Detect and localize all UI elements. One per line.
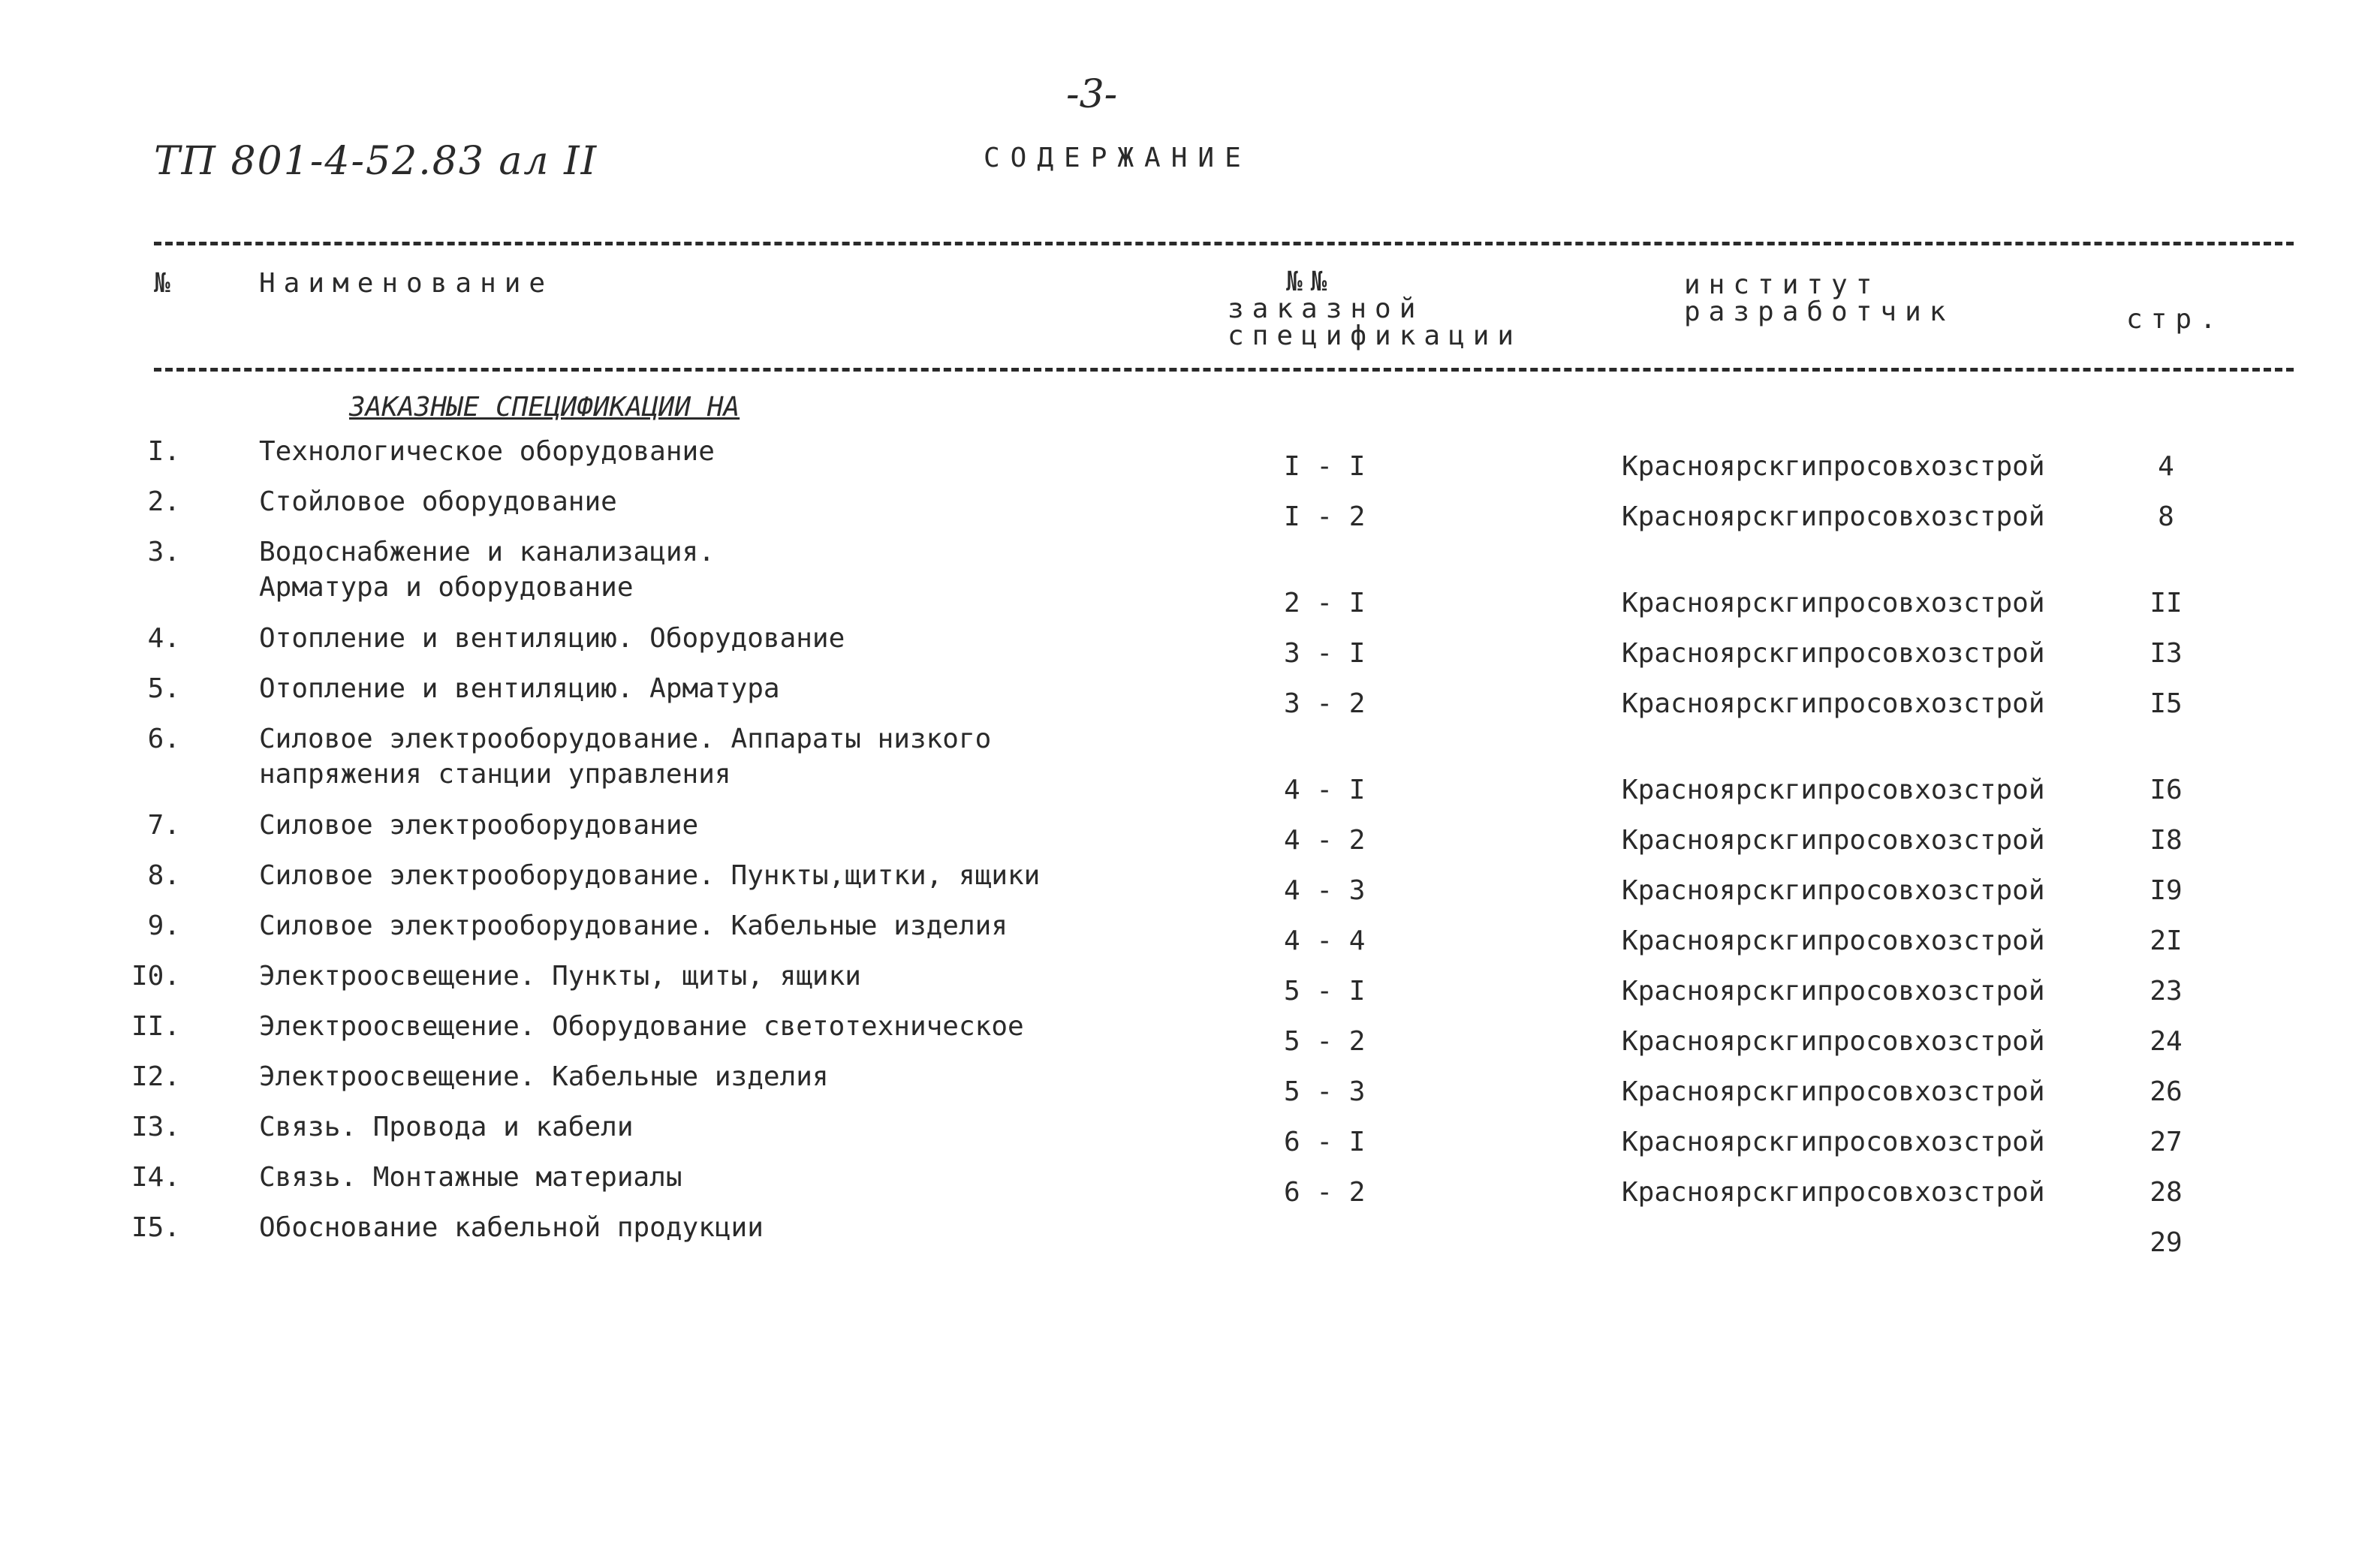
row-name-line1: Технологическое оборудование (259, 436, 715, 467)
page-number: -3- (1066, 72, 1118, 117)
row-institute: Красноярскгипросовхозстрой (1622, 875, 2045, 906)
contents-table (0, 434, 2380, 1260)
row-name-line1: Электроосвещение. Кабельные изделия (259, 1061, 829, 1092)
row-spec-number: 4 - 3 (1284, 875, 1366, 906)
row-page: I9 (2150, 875, 2183, 906)
row-name-line1: Силовое электрооборудование. Кабельные изделия (259, 910, 1008, 941)
table-row (0, 621, 2380, 671)
row-name (259, 808, 698, 843)
row-number: I0. (131, 961, 180, 992)
table-top-rule (154, 242, 2294, 245)
row-number: I2. (131, 1061, 180, 1092)
row-page: 23 (2150, 976, 2183, 1007)
row-page: 24 (2150, 1026, 2183, 1057)
row-institute: Красноярскгипросовхозстрой (1622, 825, 2045, 856)
row-page: 28 (2150, 1177, 2183, 1208)
row-institute: Красноярскгипросовхозстрой (1622, 588, 2045, 619)
table-row (0, 858, 2380, 908)
row-name (259, 621, 845, 656)
row-number: 8. (147, 860, 180, 891)
row-name-line1: Отопление и вентиляцию. Оборудование (259, 623, 845, 654)
row-name (259, 1160, 682, 1195)
row-institute: Красноярскгипросовхозстрой (1622, 1026, 2045, 1057)
row-number: 3. (147, 537, 180, 567)
row-name (259, 484, 617, 519)
row-spec-number: I - I (1284, 451, 1366, 482)
row-name-line2: Арматура и оборудование (259, 572, 634, 603)
row-name (259, 1009, 1024, 1044)
row-institute: Красноярскгипросовхозстрой (1622, 1127, 2045, 1157)
row-name (259, 959, 861, 994)
page-title: СОДЕРЖАНИЕ (984, 143, 1252, 173)
header-institute (1684, 269, 1954, 327)
row-name (259, 1109, 634, 1145)
row-number: 4. (147, 623, 180, 654)
row-name (259, 534, 715, 605)
row-spec-number: 6 - I (1284, 1127, 1366, 1157)
header-inst-line2: разработчик (1684, 296, 1954, 327)
row-name-line1: Отопление и вентиляцию. Арматура (259, 673, 780, 704)
table-row (0, 534, 2380, 621)
row-institute: Красноярскгипросовхозстрой (1622, 976, 2045, 1007)
row-institute: Красноярскгипросовхозстрой (1622, 688, 2045, 719)
table-row (0, 908, 2380, 959)
row-page: 26 (2150, 1076, 2183, 1107)
row-spec-number: 4 - 2 (1284, 825, 1366, 856)
row-spec-number: 4 - I (1284, 775, 1366, 805)
row-number: II. (131, 1011, 180, 1042)
row-page: 29 (2150, 1227, 2183, 1258)
row-name-line2: напряжения станции управления (259, 759, 731, 790)
header-specification (1228, 266, 1523, 351)
document-code: ТП 801-4-52.83 ал II (154, 139, 598, 184)
row-name (259, 858, 1040, 893)
header-spec-line2: заказной (1228, 293, 1424, 324)
table-row (0, 1160, 2380, 1210)
row-name (259, 671, 780, 706)
row-spec-number: 6 - 2 (1284, 1177, 1366, 1208)
table-row (0, 1210, 2380, 1260)
row-institute: Красноярскгипросовхозстрой (1622, 775, 2045, 805)
row-number: 9. (147, 910, 180, 941)
row-number: I3. (131, 1112, 180, 1142)
row-name-line1: Связь. Провода и кабели (259, 1112, 634, 1142)
row-name (259, 1059, 829, 1094)
row-name-line1: Электроосвещение. Оборудование светотехническое (259, 1011, 1024, 1042)
row-spec-number: 5 - 3 (1284, 1076, 1366, 1107)
row-spec-number: 2 - I (1284, 588, 1366, 619)
row-page: II (2150, 588, 2183, 619)
row-page: 27 (2150, 1127, 2183, 1157)
row-spec-number: I - 2 (1284, 501, 1366, 532)
section-heading: ЗАКАЗНЫЕ СПЕЦИФИКАЦИИ НА (349, 392, 740, 423)
row-number: 6. (147, 724, 180, 754)
row-spec-number: 4 - 4 (1284, 925, 1366, 956)
row-number: 2. (147, 486, 180, 517)
table-header-rule (154, 368, 2294, 372)
row-institute: Красноярскгипросовхозстрой (1622, 638, 2045, 669)
row-page: 8 (2158, 501, 2174, 532)
row-institute: Красноярскгипросовхозстрой (1622, 1177, 2045, 1208)
table-row (0, 1109, 2380, 1160)
row-page: I6 (2150, 775, 2183, 805)
row-name-line1: Силовое электрооборудование. Пункты,щитки, ящики (259, 860, 1041, 891)
row-page: I3 (2150, 638, 2183, 669)
table-row (0, 1059, 2380, 1109)
table-row (0, 1009, 2380, 1059)
row-name-line1: Обоснование кабельной продукции (259, 1212, 764, 1243)
row-institute: Красноярскгипросовхозстрой (1622, 925, 2045, 956)
header-spec-line3: спецификации (1228, 321, 1523, 351)
row-institute: Красноярскгипросовхозстрой (1622, 1076, 2045, 1107)
table-row (0, 721, 2380, 808)
row-name-line1: Электроосвещение. Пункты, щиты, ящики (259, 961, 861, 992)
row-page: 4 (2158, 451, 2174, 482)
header-page: стр. (2126, 304, 2225, 335)
row-page: I5 (2150, 688, 2183, 719)
header-name: Наименование (259, 268, 554, 299)
row-number: I. (147, 436, 180, 467)
row-name (259, 1210, 764, 1245)
row-spec-number: 3 - 2 (1284, 688, 1366, 719)
table-row (0, 808, 2380, 858)
row-name-line1: Силовое электрооборудование. Аппараты низкого (259, 724, 992, 754)
header-spec-line1: №№ (1286, 266, 1336, 297)
header-number: № (154, 268, 170, 299)
row-number: 5. (147, 673, 180, 704)
row-name-line1: Водоснабжение и канализация. (259, 537, 715, 567)
row-name (259, 721, 991, 792)
table-row (0, 484, 2380, 534)
row-name (259, 434, 715, 469)
row-name (259, 908, 1008, 944)
row-name-line1: Стойловое оборудование (259, 486, 617, 517)
row-number: I5. (131, 1212, 180, 1243)
table-row (0, 959, 2380, 1009)
row-number: I4. (131, 1162, 180, 1193)
table-row (0, 434, 2380, 484)
row-institute: Красноярскгипросовхозстрой (1622, 501, 2045, 532)
header-inst-line1: институт (1684, 269, 1881, 300)
row-spec-number: 5 - 2 (1284, 1026, 1366, 1057)
table-row (0, 671, 2380, 721)
row-spec-number: 5 - I (1284, 976, 1366, 1007)
row-institute: Красноярскгипросовхозстрой (1622, 451, 2045, 482)
row-spec-number: 3 - I (1284, 638, 1366, 669)
row-page: I8 (2150, 825, 2183, 856)
row-name-line1: Связь. Монтажные материалы (259, 1162, 682, 1193)
row-name-line1: Силовое электрооборудование (259, 810, 699, 841)
row-number: 7. (147, 810, 180, 841)
row-page: 2I (2150, 925, 2183, 956)
